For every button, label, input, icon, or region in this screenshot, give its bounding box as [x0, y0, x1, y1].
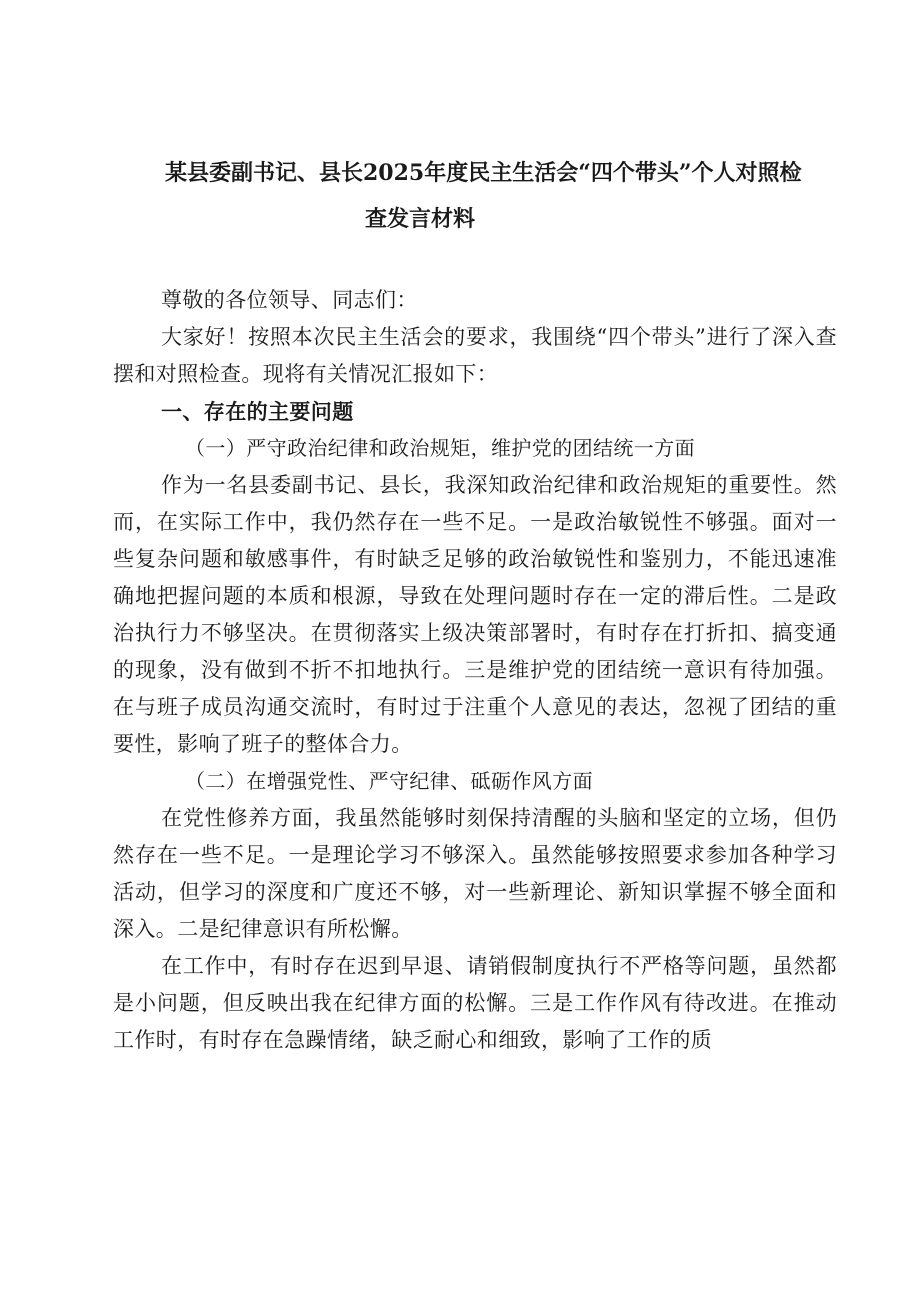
title-line-1: 某县委副书记、县长2025年度民主生活会“四个带头”个人对照检: [165, 160, 802, 186]
intro-paragraph: 大家好！按照本次民主生活会的要求，我围绕“四个带头”进行了深入查摆和对照检查。现将有关情况汇报如下：: [113, 325, 837, 386]
subsection-1-paragraph: 作为一名县委副书记、县长，我深知政治纪律和政治规矩的重要性。然而，在实际工作中，我仍然存在一些不足。一是政治敏锐性不够强。面对一些复杂问题和敏感事件，有时缺乏足够的政治敏锐性和鉴别力，不能迅速准确地把握问题的本质和根源，导致在处理问题时存在一定的滞后性。二是政治执行力不够坚决。在贯彻落实上级决策部署时，有时存在打折扣、搞变通的现象，没有做到不折不扣地执行。三是维护党的团结统一意识有待加强。在与班子成员沟通交流时，有时过于注重个人意见的表达，忽视了团结的重要性，影响了班子的整体合力。: [113, 473, 837, 756]
document-body: [113, 282, 837, 1059]
subsection-heading-2: （二）在增强党性、严守纪律、砥砺作风方面: [185, 769, 593, 793]
subsection-2-paragraph-2: 在工作中，有时存在迟到早退、请销假制度执行不严格等问题，虽然都是小问题，但反映出我在纪律方面的松懈。三是工作作风有待改进。在推动工作时，有时存在急躁情绪，缺乏耐心和细致，影响了工作的质: [113, 954, 837, 1052]
section-heading-problems: 一、存在的主要问题: [161, 399, 354, 424]
subsection-heading-1: （一）严守政治纪律和政治规矩，维护党的团结统一方面: [185, 436, 695, 460]
document-title: [0, 150, 920, 242]
subsection-2-paragraph-1: 在党性修养方面，我虽然能够时刻保持清醒的头脑和坚定的立场，但仍然存在一些不足。一是理论学习不够深入。虽然能够按照要求参加各种学习活动，但学习的深度和广度还不够，对一些新理论、新知识掌握不够全面和深入。二是纪律意识有所松懈。: [113, 806, 837, 941]
title-line-2: 查发言材料: [365, 206, 476, 232]
salutation: 尊敬的各位领导、同志们：: [161, 288, 418, 312]
